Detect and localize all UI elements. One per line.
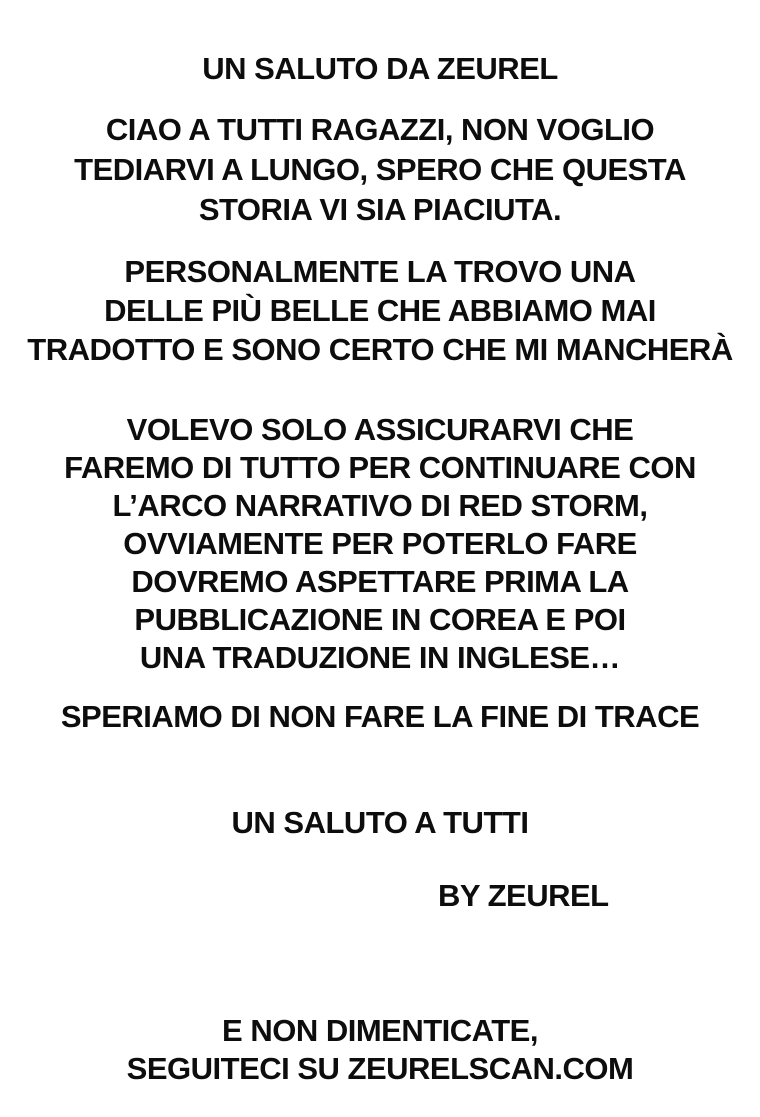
title-text: UN SALUTO DA ZEUREL	[202, 51, 558, 86]
page-title	[0, 50, 760, 88]
byline	[0, 877, 760, 915]
text-line: TRADOTTO E SONO CERTO CHE MI MANCHERÀ	[27, 332, 733, 367]
footer-note	[0, 1012, 760, 1088]
text-line: PERSONALMENTE LA TROVO UNA	[124, 254, 636, 289]
paragraph-personal	[0, 252, 760, 369]
text-line: DELLE PIÙ BELLE CHE ABBIAMO MAI	[104, 293, 656, 328]
text-line: CIAO A TUTTI RAGAZZI, NON VOGLIO	[105, 112, 655, 147]
trace-remark	[0, 698, 760, 736]
text-line: FAREMO DI TUTTO PER CONTINUARE CON	[64, 450, 696, 485]
text-line: DOVREMO ASPETTARE PRIMA LA	[131, 564, 629, 599]
text-line: OVVIAMENTE PER POTERLO FARE	[123, 526, 637, 561]
byline-text: BY ZEUREL	[438, 878, 609, 913]
website-text: SEGUITECI SU ZEURELSCAN.COM	[126, 1051, 634, 1086]
text-line: SPERIAMO DI NON FARE LA FINE DI TRACE	[60, 699, 700, 734]
text-line: VOLEVO SOLO ASSICURARVI CHE	[126, 412, 634, 447]
text-line: E NON DIMENTICATE,	[222, 1013, 538, 1048]
paragraph-intro	[0, 110, 760, 230]
text-line: TEDIARVI A LUNGO, SPERO CHE QUESTA	[74, 152, 686, 187]
text-line: PUBBLICAZIONE IN COREA E POI	[134, 602, 626, 637]
text-line: UNA TRADUZIONE IN INGLESE…	[139, 640, 621, 675]
text-line: STORIA VI SIA PIACIUTA.	[198, 192, 562, 227]
text-line: UN SALUTO A TUTTI	[231, 805, 529, 840]
text-line: L’ARCO NARRATIVO DI RED STORM,	[112, 488, 648, 523]
farewell-line	[0, 804, 760, 842]
paragraph-future	[0, 411, 760, 677]
